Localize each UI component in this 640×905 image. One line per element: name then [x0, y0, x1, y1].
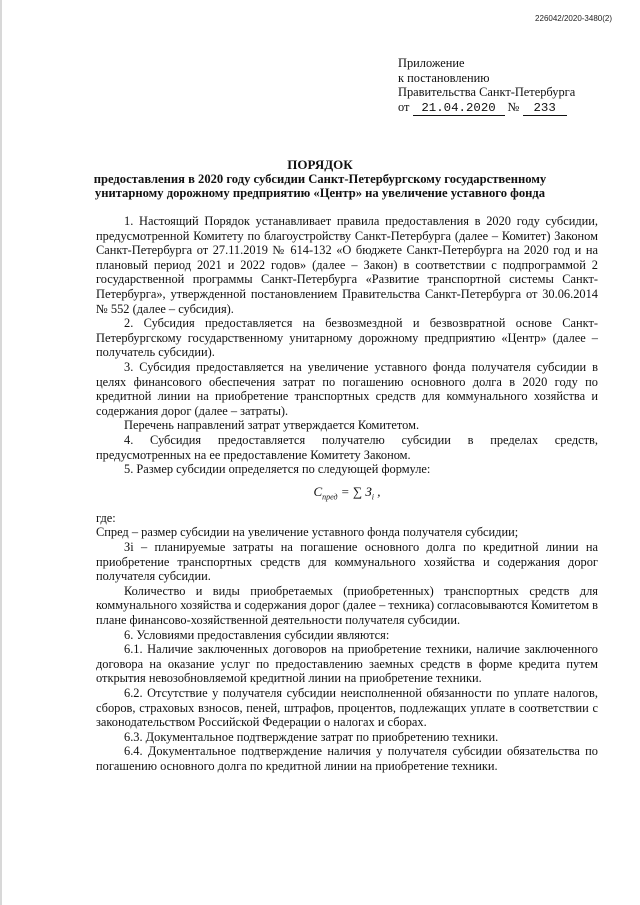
number-prefix: №: [507, 99, 520, 114]
formula-lhs: С: [313, 483, 323, 499]
formula-lhs-sub: пред: [322, 492, 338, 502]
paragraph-4: 4. Субсидия предоставляется получателю субсидии в пределах средств, предусмотренных на ее предоставление Комитету Законом.: [96, 432, 598, 462]
definition-1: Спред – размер субсидии на увеличение уставного фонда получателя субсидии;: [96, 525, 519, 540]
annex-line-3: Правительства Санкт-Петербурга: [398, 85, 576, 99]
annex-number: 233: [523, 101, 567, 117]
date-prefix: от: [398, 99, 410, 114]
document-title: ПОРЯДОК: [287, 157, 353, 172]
formula-tail: ,: [374, 483, 381, 499]
scan-edge: [0, 0, 2, 905]
definition-2: Зi – планируемые затраты на погашение основного долга по кредитной линии на приобретение транспортных средств для коммунального хозяйства и содержания дорог получателя субсидии.: [96, 540, 598, 584]
subtitle-text: предоставления в 2020 году субсидии Санкт-Петербургскому государственному унитарному дорожному предприятию «Центр» на увеличение уставного фонда: [93, 172, 547, 201]
paragraph-6-4: 6.4. Документальное подтверждение наличия у получателя субсидии обязательства по погашению основного долга по кредитной линии на приобретение техники.: [96, 744, 598, 773]
paragraph-1: 1. Настоящий Порядок устанавливает правила предоставления в 2020 году субсидии, предусмотренной Комитету по благоустройству Санкт-Петербурга (далее – Комитет) Законом Санкт-Петербурга от 27.11.2019 № 614-132 «О бюджете Санкт-Петербурга на 2020 год и на плановый период 2021 и 2022 годов» (далее – Закон) в соответствии с подпрограммой 2 государственной программы Санкт-Петербурга «Развитие транспортной системы Санкт-Петербурга», утвержденной постановлением Правительства Санкт-Петербурга от 30.06.2014 № 552 (далее – субсидия).: [96, 214, 598, 316]
annex-date-line: [398, 100, 575, 117]
annex-line-1: Приложение: [398, 56, 465, 70]
formula: [96, 485, 598, 505]
paragraph-6-2: 6.2. Отсутствие у получателя субсидии неисполненной обязанности по уплате налогов, сборов, страховых взносов, пеней, штрафов, процентов, подлежащих уплате в соответствии с законодательством Российской Федерации о налогах и сборах.: [96, 686, 598, 730]
paragraph-technika: Количество и виды приобретаемых (приобретенных) транспортных средств для коммунального хозяйства и содержания дорог (далее – техника) согласовываются Комитетом в плане финансово-хозяйственной деятельности получателя субсидии.: [96, 583, 598, 628]
paragraph-6-3: 6.3. Документальное подтверждение затрат по приобретению техники.: [124, 729, 499, 744]
paragraph-6-1: 6.1. Наличие заключенных договоров на приобретение техники, наличие заключенного договора на оказание услуг по предоставлению заемных средств в форме кредита путем открытия невозобновляемой кредитной линии на приобретение техники.: [96, 642, 598, 686]
paragraph-5: 5. Размер субсидии определяется по следующей формуле:: [124, 462, 431, 477]
paragraph-6: 6. Условиями предоставления субсидии являются:: [124, 627, 390, 642]
annex-date: 21.04.2020: [413, 101, 505, 117]
paragraph-2: 2. Субсидия предоставляется на безвозмездной и безвозвратной основе Санкт-Петербургскому государственному унитарному дорожному предприятию «Центр» (далее – получатель субсидии).: [96, 316, 598, 360]
formula-rhs: = ∑ З: [340, 483, 372, 499]
document-subtitle: [0, 172, 640, 201]
annex-line-2: к постановлению: [398, 70, 490, 85]
where-label: где:: [96, 510, 116, 525]
paragraph-3a: Перечень направлений затрат утверждается Комитетом.: [124, 418, 420, 433]
annex-block: [398, 56, 575, 116]
document-body: [96, 214, 598, 774]
document-number: 226042/2020-3480(2): [535, 14, 612, 23]
paragraph-3: 3. Субсидия предоставляется на увеличение уставного фонда получателя субсидии в целях финансового обеспечения затрат по погашению основного долга в 2020 году по кредитной линии на приобретение транспортных средств для коммунального хозяйства и содержания дорог (далее – затраты).: [96, 359, 598, 418]
formula-rhs-sub: i: [371, 492, 375, 502]
